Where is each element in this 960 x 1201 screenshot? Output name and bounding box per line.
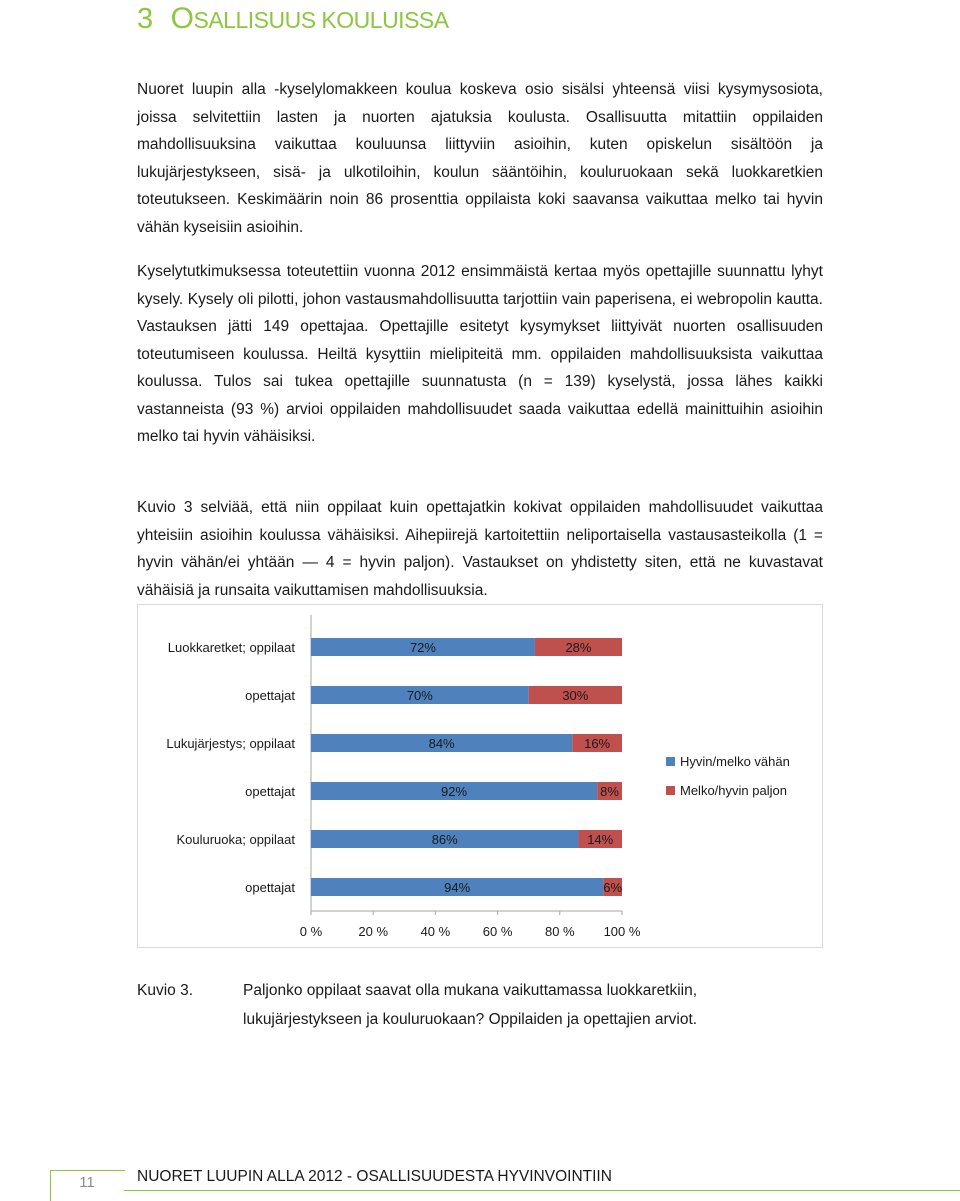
data-label: 28% — [565, 640, 592, 655]
stacked-bar-chart — [137, 604, 823, 948]
data-label: 14% — [587, 832, 614, 847]
footer-title: NUORET LUUPIN ALLA 2012 - OSALLISUUDESTA HYVINVOINTIIN — [137, 1168, 612, 1185]
data-label: 94% — [444, 880, 471, 895]
caption-text: Paljonko oppilaat saavat olla mukana vaikuttamassa luokkaretkiin, lukujärjestykseen ja kouluruokaan? Oppilaiden ja opettajien arviot. — [243, 982, 698, 1028]
paragraph-2: Kyselytutkimuksessa toteutettiin vuonna 2012 ensimmäistä kertaa myös opettajille suunnattu lyhyt kysely. Kysely oli pilotti, johon vastausmahdollisuutta tarjottiin vain paperisena, ei webropolin kautta. Vastauksen jätti 149 opettajaa. Opettajille esitetyt kysymykset liittyivät nuorten osallisuuden toteutumiseen koulussa. Heiltä kysyttiin mielipiteitä mm. oppilaiden mahdollisuuksista vaikuttaa koulussa. Tulos sai tukea opettajille suunnatusta (n = 139) kyselystä, jossa lähes kaikki vastanneista (93 %) arvioi oppilaiden mahdollisuudet saada vaikuttaa edellä mainittuihin asioihin melko tai hyvin vähäisiksi. — [137, 263, 823, 445]
category-label: Kouluruoka; oppilaat — [176, 832, 295, 847]
data-label: 6% — [603, 880, 623, 895]
data-label: 92% — [441, 784, 468, 799]
section-heading — [137, 2, 449, 36]
page-number: 11 — [79, 1174, 95, 1191]
data-label: 84% — [428, 736, 455, 751]
data-label: 8% — [600, 784, 619, 799]
category-label: Lukujärjestys; oppilaat — [166, 736, 295, 751]
paragraph-3: Kuvio 3 selviää, että niin oppilaat kuin opettajatkin kokivat oppilaiden mahdollisuudet vaikuttaa yhteisiin asioihin koulussa vähäisiksi. Aihepiirejä kartoitettiin neliportaisella vastausasteikolla (1 = hyvin vähän/ei yhtään — 4 = hyvin paljon). Vastaukset on yhdistetty siten, että ne kuvastavat vähäisiä ja runsaita vaikuttamisen mahdollisuuksia. — [137, 499, 823, 599]
x-tick-label: 80 % — [544, 924, 575, 939]
category-label: opettajat — [245, 784, 295, 799]
section-title-initial: O — [170, 2, 194, 35]
section-number: 3 — [137, 3, 153, 35]
data-label: 86% — [431, 832, 458, 847]
x-tick-label: 40 % — [420, 924, 451, 939]
legend-label: Melko/hyvin paljon — [680, 783, 787, 798]
category-label: opettajat — [245, 880, 295, 895]
x-tick-label: 100 % — [603, 924, 641, 939]
section-title-rest: SALLISUUS KOULUISSA — [193, 7, 449, 33]
data-label: 30% — [562, 688, 589, 703]
footer-rule — [124, 1190, 960, 1191]
data-label: 72% — [409, 640, 436, 655]
x-tick-label: 0 % — [299, 924, 323, 939]
x-tick-label: 60 % — [482, 924, 513, 939]
legend-label: Hyvin/melko vähän — [680, 754, 790, 769]
data-label: 70% — [406, 688, 433, 703]
x-tick-label: 20 % — [358, 924, 389, 939]
paragraph-1: Nuoret luupin alla -kyselylomakkeen koulua koskeva osio sisälsi yhteensä viisi kysymysosiota, joissa selvitettiin lasten ja nuorten ajatuksia koulusta. Osallisuutta mitattiin oppilaiden mahdollisuuksina vaikuttaa kouluunsa liittyviin asioihin, kuten opiskelun sisältöön ja lukujärjestykseen, sisä- ja ulkotiloihin, koulun sääntöihin, kouluruokaan sekä luokkaretkien toteutukseen. Keskimäärin noin 86 prosenttia oppilaista koki saavansa vaikuttaa melko tai hyvin vähän kyseisiin asioihin. — [137, 81, 823, 236]
caption-label: Kuvio 3. — [137, 982, 194, 999]
chart-canvas — [138, 605, 824, 949]
legend-swatch — [666, 786, 675, 795]
category-label: Luokkaretket; oppilaat — [167, 640, 295, 655]
data-label: 16% — [584, 736, 611, 751]
legend-swatch — [666, 757, 675, 766]
category-label: opettajat — [245, 688, 295, 703]
